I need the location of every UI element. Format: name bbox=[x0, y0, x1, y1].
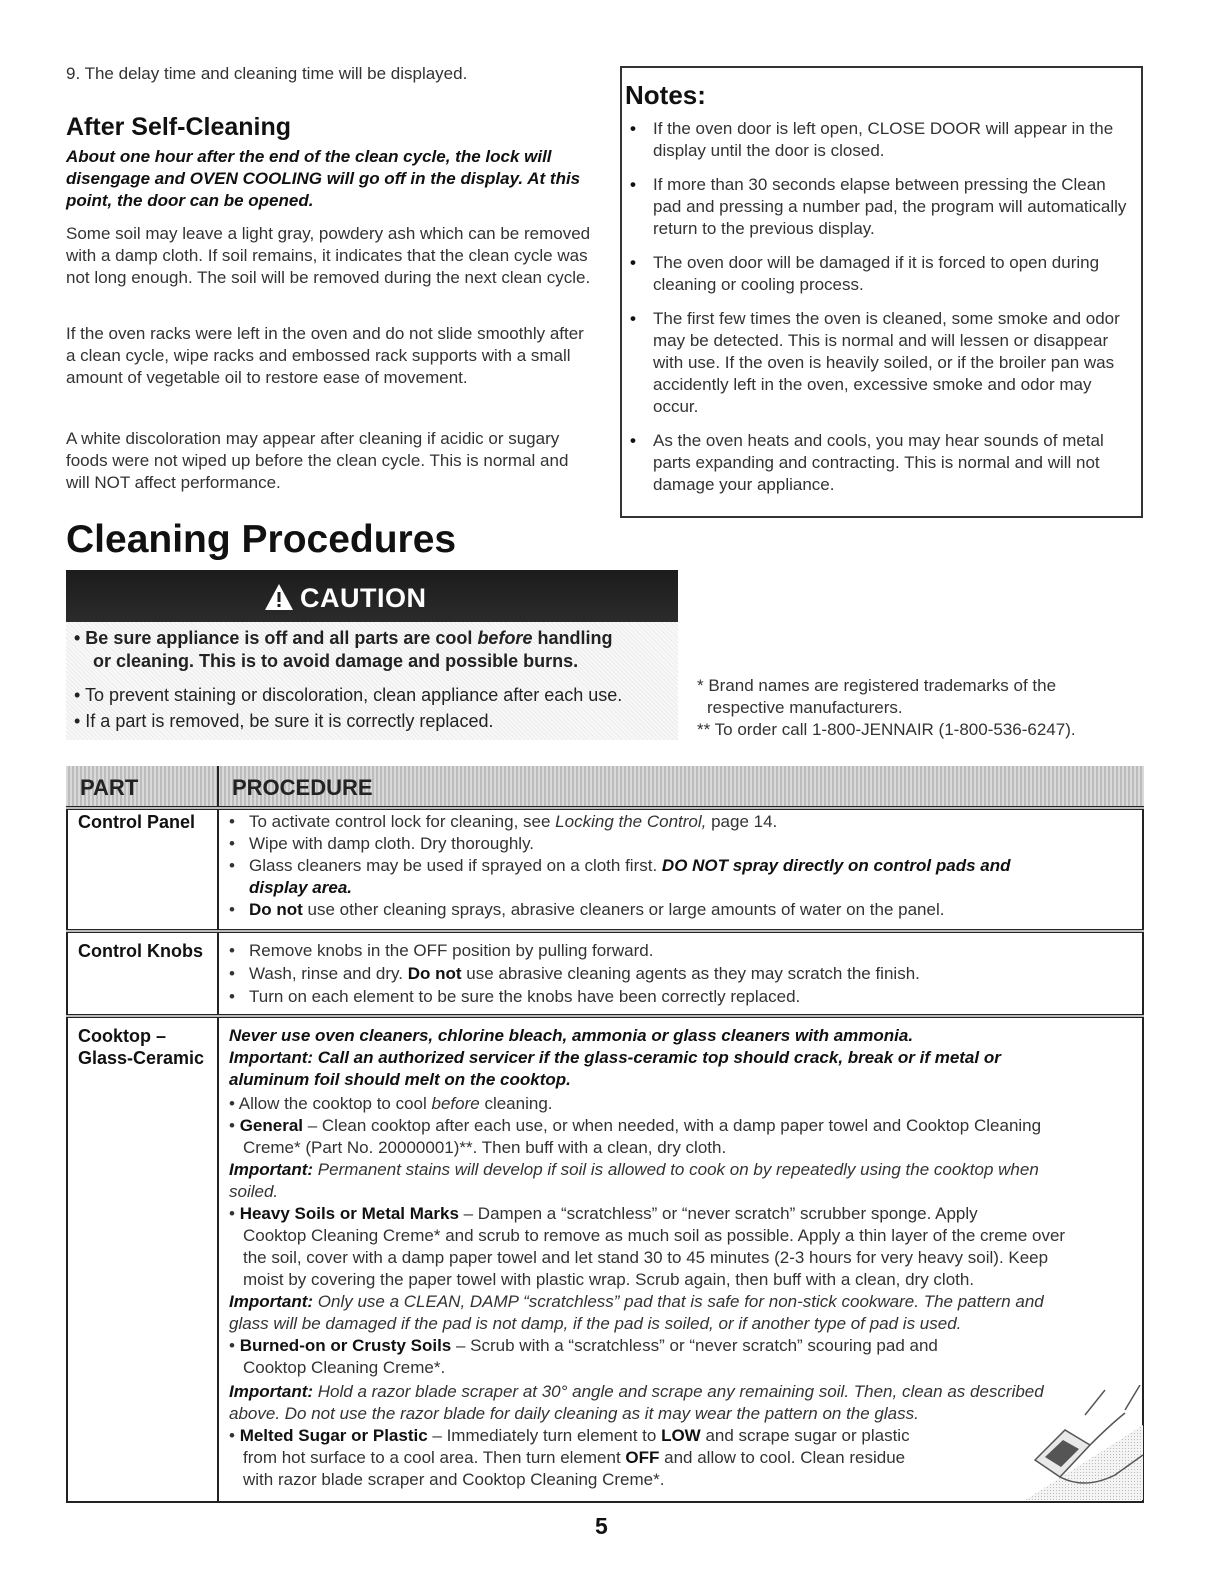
after-self-cleaning-heading: After Self-Cleaning bbox=[66, 113, 292, 141]
cell-warning: Never use oven cleaners, chlorine bleach, ammonia or glass cleaners with ammonia. bbox=[229, 1026, 914, 1045]
cell-bold: Melted Sugar or Plastic bbox=[239, 1426, 428, 1445]
control-knobs-line-3 bbox=[229, 986, 1129, 1008]
caution-emphasis: before bbox=[477, 628, 533, 648]
row-divider bbox=[66, 1014, 1144, 1018]
cooktop-melted-line bbox=[229, 1425, 1129, 1447]
cell-warning: Important: Call an authorized servicer if the glass-ceramic top should crack, break or if metal or bbox=[229, 1048, 1001, 1067]
cell-warning: aluminum foil should melt on the cooktop. bbox=[229, 1070, 571, 1089]
cell-bold: Do not bbox=[407, 964, 462, 983]
row-label-cooktop: Cooktop – bbox=[78, 1026, 166, 1046]
cell-bold: LOW bbox=[661, 1426, 701, 1445]
cell-text: use abrasive cleaning agents as they may scratch the finish. bbox=[461, 964, 920, 983]
cell-bold: Heavy Soils or Metal Marks bbox=[239, 1204, 459, 1223]
cell-text: Remove knobs in the OFF position by pulling forward. bbox=[249, 941, 654, 960]
cooktop-important-2-cont: soiled. bbox=[229, 1182, 279, 1201]
cell-text: page 14. bbox=[706, 812, 778, 831]
bullet: • bbox=[630, 119, 636, 138]
cell-emphasis: Only use a CLEAN, DAMP “scratchless” pad that is safe for non-stick cookware. The pattern and bbox=[313, 1292, 1044, 1311]
control-panel-line-4 bbox=[229, 899, 1129, 921]
bullet: • bbox=[229, 812, 235, 831]
page-number: 5 bbox=[595, 1513, 608, 1539]
cell-text: – Immediately turn element to bbox=[427, 1426, 662, 1445]
note-text: The oven door will be damaged if it is forced to open during cleaning or cooling process. bbox=[653, 253, 1100, 294]
control-panel-line-1 bbox=[229, 811, 1129, 833]
razor-scraper-illustration-icon bbox=[1005, 1385, 1143, 1500]
cooktop-general-cont: Creme* (Part No. 20000001)**. Then buff with a clean, dry cloth. bbox=[243, 1138, 727, 1157]
cell-warning: Important: bbox=[229, 1292, 314, 1311]
cooktop-melted-cont-2: with razor blade scraper and Cooktop Cleaning Creme*. bbox=[243, 1470, 665, 1489]
note-text: If the oven door is left open, CLOSE DOOR will appear in the display until the door is closed. bbox=[653, 119, 1114, 160]
cooktop-important-1 bbox=[229, 1047, 1129, 1069]
cell-emphasis: Locking the Control, bbox=[555, 812, 707, 831]
cell-bold: Burned-on or Crusty Soils bbox=[239, 1336, 452, 1355]
cooktop-burned-cont: Cooktop Cleaning Creme*. bbox=[243, 1358, 446, 1377]
caution-label: CAUTION bbox=[300, 583, 427, 613]
cell-text: Wash, rinse and dry. bbox=[249, 964, 408, 983]
cooktop-heavy-cont-3: moist by covering the paper towel with plastic wrap. Scrub again, then buff with a clean, dry cloth. bbox=[243, 1270, 975, 1289]
caution-line-2: • To prevent staining or discoloration, clean appliance after each use. bbox=[74, 685, 623, 705]
note-item bbox=[622, 174, 1127, 240]
note-item bbox=[622, 118, 1127, 162]
bullet: • bbox=[630, 253, 636, 272]
cell-text: – Clean cooktop after each use, or when needed, with a damp paper towel and Cooktop Cleaning bbox=[303, 1116, 1042, 1135]
notes-title: Notes: bbox=[625, 80, 706, 110]
cell-text: and allow to cool. Clean residue bbox=[659, 1448, 906, 1467]
note-item bbox=[622, 252, 1127, 296]
cell-warning: display area. bbox=[249, 878, 353, 897]
cell-warning: DO NOT spray directly on control pads and bbox=[661, 856, 1011, 875]
cell-text: cleaning. bbox=[479, 1094, 553, 1113]
caution-line-1 bbox=[74, 627, 612, 650]
cooktop-important-3 bbox=[229, 1291, 1129, 1313]
caution-line-1-cont: or cleaning. This is to avoid damage and possible burns. bbox=[93, 651, 579, 671]
cell-text: To activate control lock for cleaning, see bbox=[249, 812, 556, 831]
after-self-cleaning-paragraph-3: A white discoloration may appear after cleaning if acidic or sugary foods were not wiped up before the clean cycle. This is normal and will NOT affect performance. bbox=[66, 429, 569, 492]
header-procedure: PROCEDURE bbox=[232, 775, 373, 800]
cell-text: Turn on each element to be sure the knobs have been correctly replaced. bbox=[249, 987, 801, 1006]
cooktop-important-1-cont bbox=[229, 1069, 1129, 1091]
after-self-cleaning-paragraph-2: If the oven racks were left in the oven and do not slide smoothly after a clean cycle, wipe racks and embossed rack supports with a small amount of vegetable oil to restore ease of movement. bbox=[66, 324, 584, 387]
cell-text: and scrape sugar or plastic bbox=[700, 1426, 910, 1445]
row-label-glass-ceramic: Glass-Ceramic bbox=[78, 1048, 205, 1068]
cooktop-burned-line bbox=[229, 1335, 1129, 1357]
cooktop-general-line bbox=[229, 1115, 1129, 1137]
control-panel-line-3-cont bbox=[249, 877, 1149, 899]
note-text: If more than 30 seconds elapse between pressing the Clean pad and pressing a number pad, the program will automatically return to the previous display. bbox=[653, 175, 1127, 238]
warning-triangle-icon bbox=[264, 583, 294, 611]
cell-text: • Allow the cooktop to cool bbox=[229, 1094, 432, 1113]
bullet: • bbox=[630, 309, 636, 328]
control-panel-line-2 bbox=[229, 833, 1129, 855]
caution-line-3: • If a part is removed, be sure it is correctly replaced. bbox=[74, 711, 494, 731]
footnote-order: ** To order call 1-800-JENNAIR (1-800-536-6247). bbox=[697, 720, 1076, 739]
cell-bold: Do not bbox=[249, 900, 303, 919]
footnote-trademarks-cont: respective manufacturers. bbox=[707, 698, 903, 717]
cooktop-important-2 bbox=[229, 1159, 1129, 1181]
caution-text: handling bbox=[532, 628, 613, 648]
column-divider bbox=[217, 766, 219, 1503]
cell-text: from hot surface to a cool area. Then turn element bbox=[243, 1448, 626, 1467]
note-item bbox=[622, 430, 1127, 496]
cell-warning: Important: bbox=[229, 1382, 314, 1401]
row-label-control-knobs: Control Knobs bbox=[78, 941, 203, 961]
control-panel-line-3 bbox=[229, 855, 1129, 877]
cooktop-heavy-cont-1: Cooktop Cleaning Creme* and scrub to remove as much soil as possible. Apply a thin layer of the creme over bbox=[243, 1226, 1066, 1245]
note-item bbox=[622, 308, 1127, 418]
bullet: • bbox=[630, 175, 636, 194]
bullet: • bbox=[229, 941, 235, 960]
cooktop-never-warning bbox=[229, 1025, 1129, 1047]
cell-emphasis: before bbox=[431, 1094, 480, 1113]
bullet: • bbox=[229, 987, 235, 1006]
bullet: • bbox=[229, 856, 235, 875]
bullet: • bbox=[229, 834, 235, 853]
bullet: • bbox=[229, 964, 235, 983]
after-self-cleaning-paragraph-1: Some soil may leave a light gray, powdery ash which can be removed with a damp cloth. If soil remains, it indicates that the clean cycle was not long enough. The soil will be removed during the next clean cycle. bbox=[66, 224, 591, 287]
bullet: • bbox=[229, 1336, 235, 1355]
cell-bold: OFF bbox=[625, 1448, 660, 1467]
after-self-cleaning-lead: About one hour after the end of the clean cycle, the lock will disengage and OVEN COOLING will go off in the display. At this point, the door can be opened. bbox=[66, 147, 581, 210]
bullet: • bbox=[229, 1426, 235, 1445]
cell-text: Wipe with damp cloth. Dry thoroughly. bbox=[249, 834, 535, 853]
step-9-text: 9. The delay time and cleaning time will be displayed. bbox=[66, 64, 468, 83]
control-knobs-line-2 bbox=[229, 963, 1129, 985]
header-part: PART bbox=[80, 775, 139, 800]
cell-bold: General bbox=[239, 1116, 303, 1135]
table-header-row bbox=[66, 766, 1144, 806]
bullet: • bbox=[630, 431, 636, 450]
row-label-control-panel: Control Panel bbox=[78, 812, 196, 832]
row-divider bbox=[66, 929, 1144, 933]
cooktop-important-4 bbox=[229, 1381, 1129, 1403]
control-knobs-line-1 bbox=[229, 940, 1129, 962]
bullet: • bbox=[229, 900, 235, 919]
cell-text: – Dampen a “scratchless” or “never scratch” scrubber sponge. Apply bbox=[458, 1204, 978, 1223]
cooktop-heavy-line bbox=[229, 1203, 1129, 1225]
bullet: • bbox=[229, 1204, 235, 1223]
cleaning-procedures-heading: Cleaning Procedures bbox=[66, 518, 457, 561]
note-text: As the oven heats and cools, you may hear sounds of metal parts expanding and contracting. This is normal and will not damage your appliance. bbox=[653, 431, 1104, 494]
cell-text: use other cleaning sprays, abrasive cleaners or large amounts of water on the panel. bbox=[302, 900, 945, 919]
cell-emphasis: Permanent stains will develop if soil is allowed to cook on by repeatedly using the cooktop when bbox=[313, 1160, 1039, 1179]
notes-list bbox=[622, 118, 1127, 508]
cooktop-important-4-cont: above. Do not use the razor blade for daily cleaning as it may wear the pattern on the glass. bbox=[229, 1404, 919, 1423]
caution-text: • Be sure appliance is off and all parts are cool bbox=[74, 628, 478, 648]
footnote-trademarks: * Brand names are registered trademarks of the bbox=[697, 676, 1057, 695]
bullet: • bbox=[229, 1116, 235, 1135]
cooktop-allow-line bbox=[229, 1093, 1129, 1115]
row-divider bbox=[66, 806, 1144, 810]
cooktop-important-3-cont: glass will be damaged if the pad is not damp, if the pad is soiled, or if another type of pad is used. bbox=[229, 1314, 962, 1333]
cell-emphasis: Hold a razor blade scraper at 30° angle and scrape any remaining soil. Then, clean as described bbox=[313, 1382, 1044, 1401]
cell-text: Glass cleaners may be used if sprayed on a cloth first. bbox=[249, 856, 662, 875]
note-text: The first few times the oven is cleaned, some smoke and odor may be detected. This is normal and will lessen or disappear with use. If the oven is heavily soiled, or if the broiler pan was accidently left in the oven, excessive smoke and odor may occur. bbox=[653, 309, 1120, 416]
cell-text: – Scrub with a “scratchless” or “never scratch” scouring pad and bbox=[451, 1336, 938, 1355]
cooktop-heavy-cont-2: the soil, cover with a damp paper towel and let stand 30 to 45 minutes (2-3 hours for very heavy soil). Keep bbox=[243, 1248, 1049, 1267]
cell-warning: Important: bbox=[229, 1160, 314, 1179]
